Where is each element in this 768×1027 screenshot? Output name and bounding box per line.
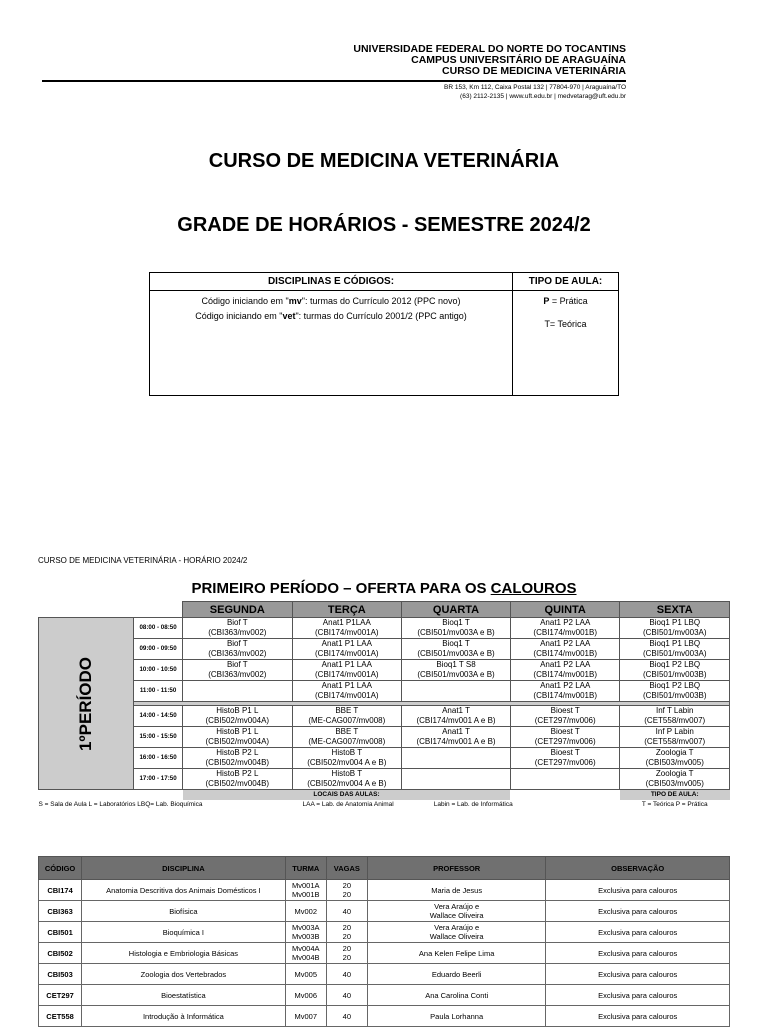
disc-header-3: VAGAS	[326, 857, 367, 880]
schedule-row	[39, 618, 730, 639]
class-code: (CBI501/mv003A e B)	[417, 670, 495, 679]
class-name: Bioest T	[550, 748, 580, 757]
class-name: Anat1 P2 LAA	[540, 681, 591, 690]
class-name: Biof T	[226, 618, 248, 627]
schedule-cell	[292, 618, 402, 639]
discipline-row	[39, 964, 730, 985]
disc-vagas: 20 20	[326, 880, 367, 901]
legend-teorica: T= Teórica	[544, 319, 587, 329]
class-code: (CBI174/mv001 A e B)	[416, 737, 496, 746]
class-name: Bioq1 P1 LBQ	[649, 618, 701, 627]
schedule-cell	[510, 706, 620, 727]
class-name: Anat1 P2 LAA	[540, 660, 591, 669]
schedule-cell	[183, 727, 293, 748]
schedule-cell	[402, 618, 511, 639]
schedule-row	[39, 639, 730, 660]
campus-name: CAMPUS UNIVERSITÁRIO DE ARAGUAÍNA	[411, 54, 626, 66]
class-code: (CBI501/mv003A e B)	[417, 628, 495, 637]
disc-vagas: 40	[326, 985, 367, 1006]
class-code: (CBI174/mv001B)	[533, 649, 598, 658]
disc-name: Bioquímica I	[82, 922, 286, 943]
legend-mv-line: Código iniciando em "mv": turmas do Currículo 2012 (PPC novo)	[201, 296, 461, 306]
class-code: (CBI502/mv004A)	[205, 737, 270, 746]
time-slot: 17:00 - 17:50	[134, 769, 183, 790]
legend-codes-header: DISCIPLINAS E CÓDIGOS:	[150, 273, 513, 291]
class-name: Anat1 P1LAA	[322, 618, 371, 627]
disc-turma: Mv001A Mv001B	[285, 880, 326, 901]
disc-vagas: 40	[326, 1006, 367, 1027]
schedule-row	[39, 748, 730, 769]
class-code: (ME-CAG007/mv008)	[308, 716, 386, 725]
legend-table	[149, 272, 619, 396]
class-name: HistoB T	[331, 748, 363, 757]
disc-turma: Mv005	[285, 964, 326, 985]
legend-type-header: TIPO DE AULA:	[513, 273, 619, 291]
institution-contact	[300, 83, 626, 101]
schedule-row	[39, 681, 730, 702]
disc-vagas: 40	[326, 901, 367, 922]
class-name: Anat1 P1 LAA	[321, 639, 372, 648]
class-code: (CBI502/mv004B)	[205, 779, 270, 788]
schedule-cell	[402, 681, 511, 702]
class-code: (CET297/mv006)	[534, 716, 596, 725]
schedule-cell	[402, 769, 511, 790]
disc-code: CET558	[39, 1006, 82, 1027]
class-name: Anat1 P2 LAA	[540, 639, 591, 648]
schedule-cell	[183, 681, 293, 702]
schedule-row	[39, 706, 730, 727]
class-code: (CBI502/mv004 A e B)	[307, 758, 387, 767]
class-name: Inf P Labin	[655, 727, 694, 736]
class-name: Zoologia T	[655, 769, 694, 778]
disc-vagas: 40	[326, 964, 367, 985]
tipo-text: T = Teórica P = Prática	[641, 801, 708, 808]
schedule-title: PRIMEIRO PERÍODO – OFERTA PARA OS CALOUROS	[191, 580, 577, 597]
day-header-2: QUARTA	[402, 602, 511, 618]
legend-type-cell	[513, 291, 619, 396]
schedule-cell	[183, 706, 293, 727]
class-code: (CBI174/mv001B)	[533, 628, 598, 637]
schedule-cell	[402, 639, 511, 660]
period-label-cell	[39, 618, 134, 790]
day-header-4: SEXTA	[620, 602, 730, 618]
class-name: Anat1 T	[442, 706, 470, 715]
schedule-cell	[620, 769, 730, 790]
schedule-cell	[183, 639, 293, 660]
class-code: (CBI502/mv004 A e B)	[307, 779, 387, 788]
disc-obs: Exclusiva para calouros	[546, 901, 730, 922]
class-code: (CET297/mv006)	[534, 737, 596, 746]
class-code: (CBI502/mv004A)	[205, 716, 270, 725]
class-name: Bioest T	[550, 727, 580, 736]
schedule-cell	[292, 727, 402, 748]
schedule-cell	[620, 660, 730, 681]
schedule-cell	[620, 618, 730, 639]
locais-text: S = Sala de Aula L = Laboratórios LBQ= Lab. Bioquímica LAA = Lab. de Anatomia Animal Labin = Lab. de Informática	[38, 801, 513, 808]
class-name: Anat1 P1 LAA	[321, 660, 372, 669]
disc-header-1: DISCIPLINA	[82, 857, 286, 880]
disc-prof: Eduardo Beerli	[367, 964, 546, 985]
discipline-row	[39, 880, 730, 901]
class-code: (CBI501/mv003A e B)	[417, 649, 495, 658]
schedule-cell	[620, 706, 730, 727]
class-code: (ME-CAG007/mv008)	[308, 737, 386, 746]
disc-prof: Maria de Jesus	[367, 880, 546, 901]
schedule-cell	[510, 618, 620, 639]
schedule-cell	[292, 639, 402, 660]
disc-prof: Paula Lorhanna	[367, 1006, 546, 1027]
disc-prof: Ana Kelen Felipe Lima	[367, 943, 546, 964]
period-label: 1ºPERÍODO	[76, 656, 96, 751]
disc-code: CBI502	[39, 943, 82, 964]
disc-turma: Mv002	[285, 901, 326, 922]
disc-code: CBI174	[39, 880, 82, 901]
legend-pratica: P = Prática	[543, 296, 588, 306]
class-code: (CBI501/mv003B)	[642, 691, 707, 700]
schedule-row	[39, 727, 730, 748]
disc-name: Biofísica	[82, 901, 286, 922]
schedule-cell	[510, 727, 620, 748]
class-name: Bioq1 P1 LBQ	[649, 639, 701, 648]
class-code: (CBI174/mv001A)	[315, 649, 379, 658]
course-name: CURSO DE MEDICINA VETERINÁRIA	[442, 65, 626, 77]
address-line: BR 153, Km 112, Caixa Postal 132 | 77804-970 | Araguaína/TO	[444, 84, 626, 91]
schedule-cell	[183, 660, 293, 681]
disc-turma: Mv003A Mv003B	[285, 922, 326, 943]
time-slot: 09:00 - 09:50	[134, 639, 183, 660]
schedule-cell	[510, 681, 620, 702]
class-code: (CBI363/mv002)	[208, 628, 267, 637]
discipline-row	[39, 901, 730, 922]
tipo-title: TIPO DE AULA:	[620, 790, 730, 801]
class-name: BBE T	[335, 727, 359, 736]
class-code: (CBI501/mv003A)	[642, 649, 707, 658]
discipline-row	[39, 985, 730, 1006]
disc-code: CBI501	[39, 922, 82, 943]
class-name: Biof T	[226, 660, 248, 669]
disc-turma: Mv007	[285, 1006, 326, 1027]
locais-row	[39, 800, 730, 810]
header-rule	[42, 80, 626, 82]
class-name: HistoB P1 L	[216, 727, 259, 736]
locais-title-row	[39, 790, 730, 801]
class-name: Inf T Labin	[655, 706, 694, 715]
class-code: (CET297/mv006)	[534, 758, 596, 767]
disc-code: CBI503	[39, 964, 82, 985]
day-header-1: TERÇA	[292, 602, 402, 618]
class-name: Zoologia T	[655, 748, 694, 757]
class-code: (CBI503/mv005)	[645, 758, 704, 767]
institution-header	[300, 44, 626, 77]
class-name: HistoB P1 L	[216, 706, 259, 715]
disc-name: Anatomia Descritiva dos Animais Domésticos I	[82, 880, 286, 901]
disc-obs: Exclusiva para calouros	[546, 880, 730, 901]
disc-code: CET297	[39, 985, 82, 1006]
class-code: (CBI174/mv001B)	[533, 691, 598, 700]
disc-obs: Exclusiva para calouros	[546, 985, 730, 1006]
disc-header-5: OBSERVAÇÃO	[546, 857, 730, 880]
disc-obs: Exclusiva para calouros	[546, 943, 730, 964]
time-slot: 08:00 - 08:50	[134, 618, 183, 639]
class-code: (CBI174/mv001A)	[315, 691, 379, 700]
contact-line: (63) 2112-2135 | www.uft.edu.br | medvetarag@uft.edu.br	[460, 93, 626, 100]
schedule-row	[39, 769, 730, 790]
disc-turma: Mv006	[285, 985, 326, 1006]
schedule-cell	[402, 660, 511, 681]
schedule-cell	[183, 748, 293, 769]
class-name: Anat1 P2 LAA	[540, 618, 591, 627]
schedule-cell	[620, 748, 730, 769]
schedule-cell	[292, 748, 402, 769]
class-code: (CET558/mv007)	[644, 737, 706, 746]
class-code: (CBI501/mv003B)	[642, 670, 707, 679]
disc-vagas: 20 20	[326, 943, 367, 964]
class-name: Anat1 P1 LAA	[321, 681, 372, 690]
disc-vagas: 20 20	[326, 922, 367, 943]
day-header-3: QUINTA	[510, 602, 620, 618]
class-code: (CBI363/mv002)	[208, 649, 267, 658]
class-code: (CBI174/mv001A)	[315, 670, 379, 679]
schedule-cell	[510, 639, 620, 660]
schedule-cell	[402, 706, 511, 727]
class-name: Bioq1 T	[442, 639, 470, 648]
disc-prof: Vera Araújo e Wallace Oliveira	[367, 901, 546, 922]
disc-header-2: TURMA	[285, 857, 326, 880]
schedule-cell	[620, 639, 730, 660]
disc-name: Histologia e Embriologia Básicas	[82, 943, 286, 964]
disc-obs: Exclusiva para calouros	[546, 964, 730, 985]
schedule-cell	[510, 769, 620, 790]
disc-turma: Mv004A Mv004B	[285, 943, 326, 964]
disc-header-0: CÓDIGO	[39, 857, 82, 880]
disc-prof: Vera Araújo e Wallace Oliveira	[367, 922, 546, 943]
document-title: CURSO DE MEDICINA VETERINÁRIA	[208, 150, 560, 172]
schedule-cell	[292, 706, 402, 727]
schedule-cell	[292, 769, 402, 790]
schedule-cell	[510, 660, 620, 681]
schedule-cell	[292, 660, 402, 681]
class-name: Anat1 T	[442, 727, 470, 736]
class-code: (CBI174/mv001 A e B)	[416, 716, 496, 725]
disc-name: Zoologia dos Vertebrados	[82, 964, 286, 985]
locais-title: LOCAIS DAS AULAS:	[183, 790, 511, 801]
disc-header-4: PROFESSOR	[367, 857, 546, 880]
class-code: (CBI174/mv001B)	[533, 670, 598, 679]
schedule-row	[39, 660, 730, 681]
class-name: HistoB P2 L	[216, 769, 259, 778]
class-name: Biof T	[226, 639, 248, 648]
schedule-cell	[402, 727, 511, 748]
time-slot: 11:00 - 11:50	[134, 681, 183, 702]
disc-name: Bioestatística	[82, 985, 286, 1006]
schedule-cell	[620, 681, 730, 702]
schedule-table	[38, 601, 730, 810]
class-code: (CBI174/mv001A)	[315, 628, 379, 637]
time-slot: 16:00 - 16:50	[134, 748, 183, 769]
schedule-caption: CURSO DE MEDICINA VETERINÁRIA - HORÁRIO 2024/2	[38, 556, 248, 565]
time-slot: 10:00 - 10:50	[134, 660, 183, 681]
class-code: (CBI502/mv004B)	[205, 758, 270, 767]
schedule-cell	[183, 618, 293, 639]
class-code: (CBI503/mv005)	[645, 779, 704, 788]
discipline-table	[38, 856, 730, 1027]
legend-codes-cell	[150, 291, 513, 396]
class-code: (CET558/mv007)	[644, 716, 706, 725]
disc-obs: Exclusiva para calouros	[546, 922, 730, 943]
schedule-cell	[510, 748, 620, 769]
schedule-cell	[402, 748, 511, 769]
day-header-0: SEGUNDA	[183, 602, 293, 618]
disc-prof: Ana Carolina Conti	[367, 985, 546, 1006]
class-code: (CBI501/mv003A)	[642, 628, 707, 637]
time-slot: 15:00 - 15:50	[134, 727, 183, 748]
disc-name: Introdução à Informática	[82, 1006, 286, 1027]
disc-obs: Exclusiva para calouros	[546, 1006, 730, 1027]
schedule-cell	[620, 727, 730, 748]
discipline-row	[39, 922, 730, 943]
schedule-cell	[292, 681, 402, 702]
class-name: Bioq1 T S8	[436, 660, 476, 669]
discipline-row	[39, 1006, 730, 1027]
class-name: HistoB P2 L	[216, 748, 259, 757]
class-name: Bioest T	[550, 706, 580, 715]
legend-vet-line: Código iniciando em "vet": turmas do Currículo 2001/2 (PPC antigo)	[195, 311, 467, 321]
class-name: BBE T	[335, 706, 359, 715]
time-slot: 14:00 - 14:50	[134, 706, 183, 727]
discipline-row	[39, 943, 730, 964]
class-name: Bioq1 P2 LBQ	[649, 681, 701, 690]
disc-code: CBI363	[39, 901, 82, 922]
class-name: HistoB T	[331, 769, 363, 778]
class-name: Bioq1 T	[442, 618, 470, 627]
class-code: (CBI363/mv002)	[208, 670, 267, 679]
document-subtitle: GRADE DE HORÁRIOS - SEMESTRE 2024/2	[177, 214, 591, 236]
university-name: UNIVERSIDADE FEDERAL DO NORTE DO TOCANTINS	[353, 43, 626, 55]
schedule-cell	[183, 769, 293, 790]
class-name: Bioq1 P2 LBQ	[649, 660, 701, 669]
